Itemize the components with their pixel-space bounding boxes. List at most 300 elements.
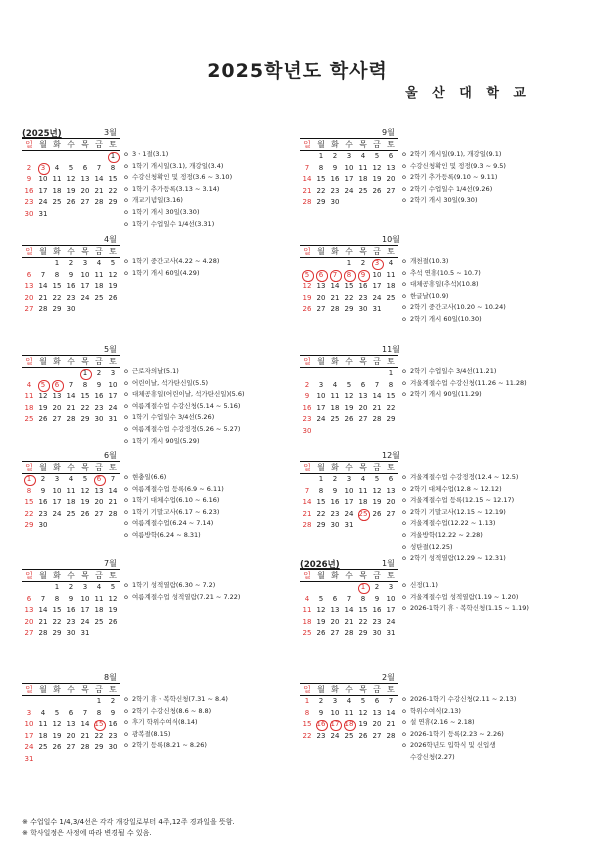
- bullet-icon: o: [124, 519, 128, 528]
- month-block: [22, 671, 292, 763]
- day-cell: 16: [94, 392, 104, 401]
- day-cell: 30: [302, 426, 312, 435]
- day-cell: 22: [80, 403, 90, 412]
- week-row: [22, 368, 120, 380]
- event-item: [402, 256, 572, 268]
- event-list: [402, 472, 572, 565]
- day-cell: 22: [344, 293, 354, 302]
- day-cell: 14: [66, 392, 76, 401]
- weekday-label: 화: [53, 357, 61, 366]
- weekday-label: 일: [303, 571, 311, 580]
- week-row: [300, 628, 398, 640]
- weekday-label: 수: [345, 357, 353, 366]
- bullet-icon: o: [124, 378, 128, 387]
- event-item: [124, 717, 294, 729]
- day-cell: 2: [68, 583, 74, 591]
- day-cell: [106, 209, 120, 221]
- year-label: (2026년): [300, 560, 340, 570]
- week-row: [300, 391, 398, 403]
- event-text: 2학기 수강신청(8.6 ~ 8.8): [132, 706, 212, 715]
- day-cell: 4: [346, 697, 352, 705]
- day-cell: 3: [346, 152, 352, 160]
- day-cell: 30: [38, 521, 48, 530]
- day-cell: 1: [54, 583, 60, 591]
- day-cell: 2: [374, 583, 380, 591]
- day-cell: 13: [386, 163, 396, 172]
- event-list: [124, 580, 294, 603]
- day-cell: 5: [110, 259, 116, 267]
- day-cell: 16: [330, 498, 340, 507]
- week-row: [300, 520, 398, 532]
- weekday-header: [22, 355, 120, 368]
- day-cell: 6: [50, 380, 64, 392]
- day-cell: 13: [24, 606, 34, 615]
- event-item: [402, 184, 572, 196]
- event-text: 2026-1학기 휴ㆍ복학신청(1.15 ~ 1.19): [410, 604, 529, 613]
- day-cell: 23: [108, 731, 118, 740]
- day-cell: [356, 197, 370, 209]
- event-item: [124, 592, 294, 604]
- weekday-label: 월: [39, 357, 47, 366]
- day-cell: 9: [40, 486, 46, 495]
- week-row: [300, 403, 398, 415]
- day-cell: 9: [332, 163, 338, 172]
- day-cell: 7: [40, 594, 46, 603]
- month-calendar: [22, 683, 120, 766]
- day-cell: 4: [388, 259, 394, 267]
- weekday-label: 일: [25, 571, 33, 580]
- day-cell: 30: [108, 743, 118, 752]
- event-text: 여름계절수업 등록(6.9 ~ 6.11): [132, 484, 224, 493]
- footnote: ※ 학사일정은 사정에 따라 변경될 수 있음.: [22, 829, 152, 837]
- event-item: [124, 219, 294, 231]
- day-cell: 4: [360, 475, 366, 483]
- day-cell: 27: [24, 629, 34, 638]
- month-calendar: [300, 683, 398, 742]
- weekday-label: 토: [387, 685, 395, 694]
- event-list: [402, 256, 572, 326]
- weekday-label: 일: [25, 685, 33, 694]
- day-cell: 22: [386, 403, 396, 412]
- day-cell: 5: [68, 163, 74, 172]
- week-row: [22, 520, 120, 532]
- event-item: [124, 530, 294, 542]
- day-cell: 18: [94, 282, 104, 291]
- day-cell: 11: [24, 392, 34, 401]
- event-text: 2학기 개시 90일(11.29): [410, 390, 482, 399]
- day-cell: 31: [38, 209, 48, 218]
- month-calendar: [300, 245, 398, 316]
- day-cell: 19: [316, 617, 326, 626]
- day-cell: 11: [344, 708, 354, 717]
- weekday-label: 월: [39, 247, 47, 256]
- week-row: [300, 368, 398, 380]
- weekday-header: [300, 569, 398, 582]
- event-item: [402, 507, 572, 519]
- day-cell: 27: [66, 743, 76, 752]
- weekday-header: [300, 138, 398, 151]
- week-row: [22, 486, 120, 498]
- month-header: [22, 557, 292, 568]
- day-cell: 14: [302, 498, 312, 507]
- month-label: 6월: [104, 451, 117, 460]
- day-cell: [314, 258, 328, 270]
- event-item: [124, 580, 294, 592]
- day-cell: [92, 520, 106, 532]
- event-text: 겨울계절수업 성적열람(1.19 ~ 1.20): [410, 592, 519, 601]
- day-cell: 23: [330, 509, 340, 518]
- day-cell: 2: [68, 259, 74, 267]
- week-row: [22, 174, 120, 186]
- day-cell: 24: [372, 293, 382, 302]
- bullet-icon: o: [402, 173, 406, 182]
- day-cell: 18: [52, 186, 62, 195]
- day-cell: 10: [372, 270, 382, 279]
- bullet-icon: o: [402, 268, 406, 277]
- week-row: [300, 605, 398, 617]
- day-cell: 16: [372, 606, 382, 615]
- day-cell: [64, 151, 78, 163]
- day-cell: 27: [24, 305, 34, 314]
- month-calendar: [300, 461, 398, 532]
- day-cell: 29: [344, 305, 354, 314]
- day-cell: [300, 258, 314, 270]
- day-cell: 4: [68, 475, 74, 483]
- weekday-label: 목: [81, 463, 89, 472]
- week-row: [300, 497, 398, 509]
- day-cell: 14: [108, 486, 118, 495]
- week-row: [300, 719, 398, 731]
- day-cell: 10: [344, 486, 354, 495]
- weekday-label: 토: [109, 571, 117, 580]
- day-cell: 19: [372, 498, 382, 507]
- event-item: [402, 161, 572, 173]
- day-cell: 18: [330, 403, 340, 412]
- day-cell: 13: [66, 720, 76, 729]
- day-cell: 24: [80, 617, 90, 626]
- event-item: [124, 256, 294, 268]
- weekday-label: 수: [67, 571, 75, 580]
- day-cell: 30: [358, 305, 368, 314]
- day-cell: [300, 474, 314, 486]
- week-row: [300, 708, 398, 720]
- weekday-label: 일: [25, 463, 33, 472]
- event-text: 1학기 대체수업(6.10 ~ 6.16): [132, 496, 220, 505]
- event-text: 신정(1.1): [410, 581, 438, 589]
- day-cell: 12: [372, 486, 382, 495]
- week-row: [300, 414, 398, 426]
- day-cell: 16: [330, 175, 340, 184]
- week-row: [22, 391, 120, 403]
- day-cell: 21: [108, 498, 118, 507]
- weekday-label: 일: [303, 247, 311, 256]
- week-row: [300, 380, 398, 392]
- day-cell: [36, 368, 50, 380]
- event-item: [124, 184, 294, 196]
- day-cell: 13: [330, 606, 340, 615]
- day-cell: 22: [108, 186, 118, 195]
- day-cell: [342, 582, 356, 594]
- event-item: [402, 279, 572, 291]
- weekday-label: 화: [53, 463, 61, 472]
- day-cell: [22, 582, 36, 594]
- day-cell: [22, 151, 36, 163]
- day-cell: 27: [386, 509, 396, 518]
- bullet-icon: o: [124, 401, 128, 410]
- day-cell: [50, 754, 64, 766]
- day-cell: [92, 304, 106, 316]
- bullet-icon: o: [124, 207, 128, 216]
- weekday-label: 토: [109, 685, 117, 694]
- bullet-icon: o: [124, 484, 128, 493]
- day-cell: 19: [108, 282, 118, 291]
- day-cell: 2: [96, 369, 102, 377]
- day-cell: 5: [110, 583, 116, 591]
- day-cell: 22: [94, 731, 104, 740]
- day-cell: 29: [52, 305, 62, 314]
- month-label: 3월: [104, 128, 117, 137]
- day-cell: 16: [302, 403, 312, 412]
- week-row: [22, 209, 120, 221]
- day-cell: 7: [82, 708, 88, 717]
- month-label: 10월: [382, 235, 400, 244]
- event-text: 1학기 개시 30일(3.30): [132, 207, 200, 216]
- day-cell: 11: [358, 163, 368, 172]
- day-cell: 13: [386, 486, 396, 495]
- event-text: 설 연휴(2.16 ~ 2.18): [410, 718, 475, 727]
- day-cell: 11: [52, 175, 62, 184]
- day-cell: 21: [38, 617, 48, 626]
- day-cell: [50, 520, 64, 532]
- day-cell: 17: [108, 392, 118, 401]
- month-block: [300, 343, 570, 435]
- day-cell: 5: [346, 380, 352, 389]
- week-row: [300, 163, 398, 175]
- day-cell: 9: [110, 708, 116, 717]
- day-cell: [92, 628, 106, 640]
- event-text: 2학기 개시 60일(10.30): [410, 314, 482, 323]
- bullet-icon: o: [124, 741, 128, 750]
- day-cell: 3: [318, 380, 324, 389]
- day-cell: 3: [82, 583, 88, 591]
- day-cell: 11: [330, 392, 340, 401]
- day-cell: 7: [304, 163, 310, 172]
- week-row: [300, 293, 398, 305]
- day-cell: 3: [82, 259, 88, 267]
- event-item: [402, 389, 572, 401]
- day-cell: 26: [108, 293, 118, 302]
- weekday-label: 수: [67, 357, 75, 366]
- event-text: 2학기 추가등록(9.10 ~ 9.11): [410, 173, 498, 182]
- day-cell: 2: [26, 163, 32, 172]
- day-cell: 9: [26, 175, 32, 184]
- day-cell: 8: [26, 486, 32, 495]
- day-cell: 25: [356, 509, 370, 521]
- day-cell: 6: [92, 474, 106, 486]
- event-item: [124, 436, 294, 448]
- event-item: [124, 389, 294, 401]
- weekday-label: 금: [373, 140, 381, 149]
- month-calendar: [22, 245, 120, 316]
- event-item: [402, 484, 572, 496]
- day-cell: 5: [54, 708, 60, 717]
- day-cell: [22, 368, 36, 380]
- day-cell: 19: [108, 606, 118, 615]
- day-cell: [384, 197, 398, 209]
- event-item: [402, 580, 572, 592]
- week-row: [22, 731, 120, 743]
- weekday-label: 월: [39, 463, 47, 472]
- day-cell: 22: [316, 509, 326, 518]
- event-item: [402, 314, 572, 326]
- day-cell: 14: [302, 175, 312, 184]
- day-cell: 5: [300, 270, 314, 282]
- day-cell: 12: [344, 392, 354, 401]
- day-cell: 17: [344, 175, 354, 184]
- day-cell: [356, 368, 370, 380]
- day-cell: 21: [386, 720, 396, 729]
- day-cell: 20: [330, 617, 340, 626]
- week-row: [22, 163, 120, 175]
- day-cell: 6: [26, 270, 32, 279]
- day-cell: [328, 582, 342, 594]
- event-text: 수강신청확인 및 정정(3.6 ~ 3.10): [132, 173, 233, 182]
- day-cell: 6: [26, 594, 32, 603]
- event-text: 여름방학(6.24 ~ 8.31): [132, 530, 201, 539]
- day-cell: 26: [80, 509, 90, 518]
- day-cell: 19: [358, 720, 368, 729]
- week-row: [300, 151, 398, 163]
- day-cell: [342, 368, 356, 380]
- event-text: 대체공휴일(어린이날, 석가탄신일)(5.6): [132, 390, 245, 399]
- day-cell: 24: [386, 617, 396, 626]
- event-item: [124, 149, 294, 161]
- day-cell: 18: [24, 403, 34, 412]
- day-cell: 16: [66, 606, 76, 615]
- day-cell: 23: [330, 186, 340, 195]
- weekday-label: 토: [387, 357, 395, 366]
- day-cell: 4: [26, 380, 32, 389]
- day-cell: 25: [38, 743, 48, 752]
- day-cell: 15: [52, 606, 62, 615]
- day-cell: [78, 304, 92, 316]
- month-header: [22, 233, 292, 244]
- weekday-label: 월: [317, 685, 325, 694]
- event-item: [402, 603, 572, 615]
- day-cell: 7: [374, 380, 380, 389]
- bullet-icon: o: [402, 604, 406, 613]
- day-cell: 5: [318, 594, 324, 603]
- bullet-icon: o: [402, 718, 406, 727]
- weekday-label: 화: [331, 140, 339, 149]
- event-item: [124, 484, 294, 496]
- day-cell: 23: [66, 617, 76, 626]
- day-cell: 2: [332, 475, 338, 483]
- event-text: 2학기 기말고사(12.15 ~ 12.19): [410, 507, 506, 516]
- day-cell: 28: [344, 629, 354, 638]
- event-text: 개천절(10.3): [410, 257, 449, 265]
- weekday-header: [300, 245, 398, 258]
- day-cell: 17: [316, 403, 326, 412]
- day-cell: 21: [302, 509, 312, 518]
- day-cell: [370, 426, 384, 438]
- day-cell: 20: [316, 293, 326, 302]
- week-row: [300, 594, 398, 606]
- day-cell: 30: [330, 521, 340, 530]
- day-cell: 21: [66, 403, 76, 412]
- event-text: 광복절(8.15): [132, 729, 171, 738]
- day-cell: [328, 426, 342, 438]
- day-cell: 14: [372, 392, 382, 401]
- day-cell: 23: [38, 509, 48, 518]
- day-cell: 10: [80, 270, 90, 279]
- day-cell: [384, 520, 398, 532]
- day-cell: 28: [372, 415, 382, 424]
- day-cell: 15: [344, 282, 354, 291]
- weekday-label: 금: [95, 685, 103, 694]
- bullet-icon: o: [124, 367, 128, 375]
- day-cell: 25: [386, 293, 396, 302]
- bullet-icon: o: [402, 196, 406, 205]
- day-cell: 6: [314, 270, 328, 282]
- month-calendar: [22, 355, 120, 426]
- day-cell: 25: [52, 198, 62, 207]
- day-cell: 5: [374, 152, 380, 160]
- bullet-icon: o: [124, 196, 128, 205]
- day-cell: [36, 258, 50, 270]
- weekday-label: 목: [81, 685, 89, 694]
- day-cell: 11: [38, 720, 48, 729]
- document-title: 2025학년도 학사력: [207, 60, 388, 82]
- bullet-icon: o: [124, 150, 128, 158]
- day-cell: [356, 426, 370, 438]
- day-cell: 29: [80, 415, 90, 424]
- weekday-label: 월: [317, 571, 325, 580]
- weekday-label: 목: [81, 140, 89, 149]
- weekday-label: 토: [109, 357, 117, 366]
- day-cell: 8: [54, 270, 60, 279]
- day-cell: [78, 754, 92, 766]
- day-cell: 1: [22, 474, 36, 486]
- weekday-label: 금: [95, 140, 103, 149]
- event-item: [402, 472, 572, 484]
- month-calendar: [300, 138, 398, 209]
- day-cell: 6: [332, 594, 338, 603]
- event-list: [124, 694, 294, 752]
- day-cell: 17: [80, 606, 90, 615]
- weekday-label: 화: [331, 463, 339, 472]
- day-cell: 31: [24, 754, 34, 763]
- weekday-label: 화: [53, 571, 61, 580]
- day-cell: 7: [110, 475, 116, 483]
- day-cell: 15: [80, 392, 90, 401]
- weekday-label: 수: [345, 463, 353, 472]
- event-item: [402, 706, 572, 718]
- day-cell: 25: [302, 629, 312, 638]
- event-item: [124, 518, 294, 530]
- day-cell: 11: [358, 486, 368, 495]
- day-cell: 4: [96, 583, 102, 591]
- day-cell: 25: [358, 186, 368, 195]
- month-label: 12월: [382, 451, 400, 460]
- day-cell: 13: [24, 282, 34, 291]
- event-list: [124, 472, 294, 542]
- bullet-icon: o: [402, 291, 406, 300]
- day-cell: 18: [358, 175, 368, 184]
- event-text: 근로자의날(5.1): [132, 367, 179, 375]
- day-cell: 20: [24, 617, 34, 626]
- month-block: [22, 343, 292, 445]
